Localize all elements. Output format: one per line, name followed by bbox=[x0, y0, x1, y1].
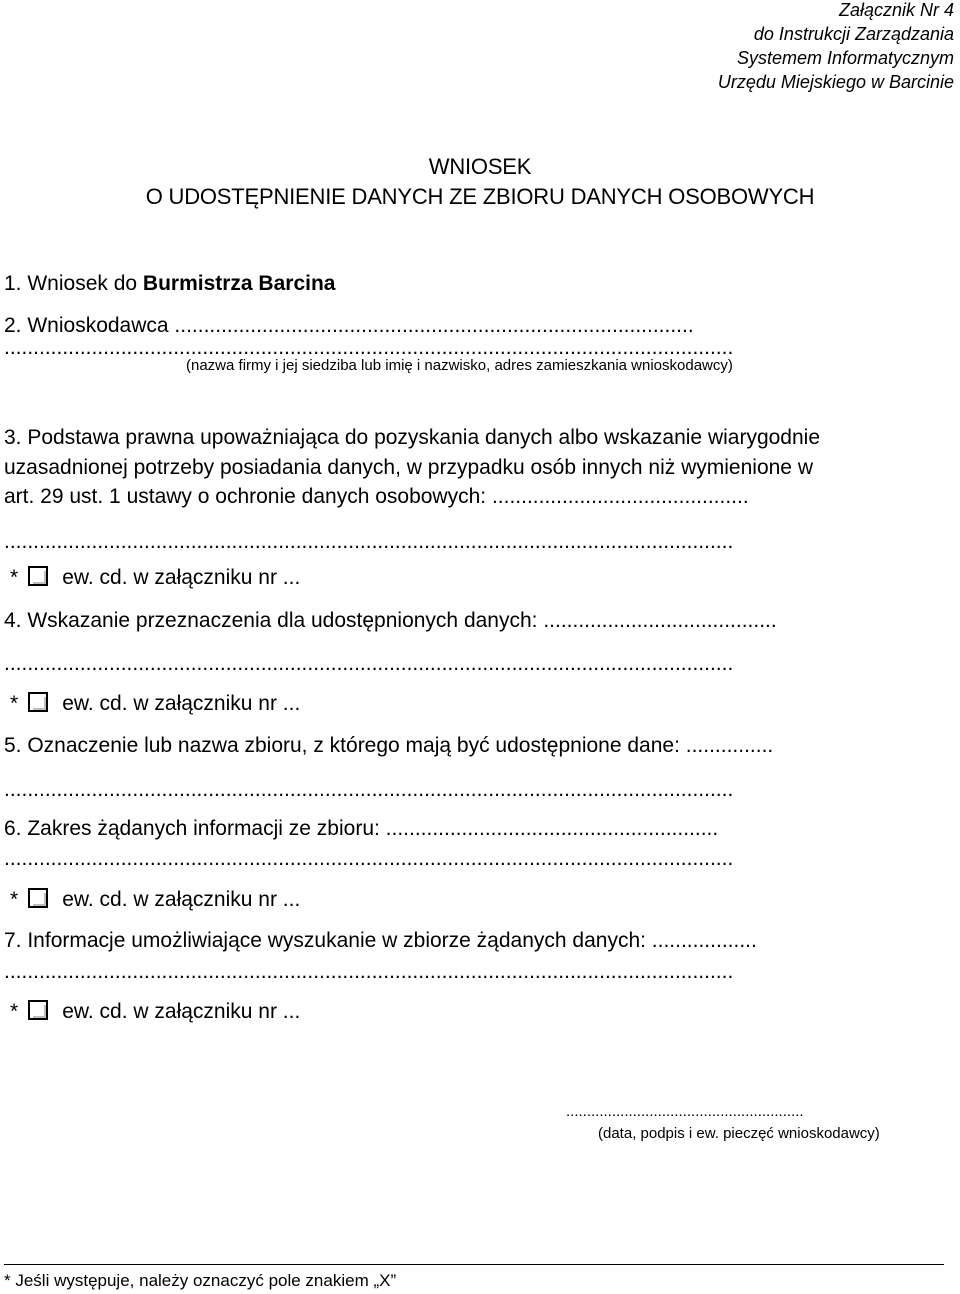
item-2-applicant[interactable]: 2. Wnioskodawca ......................................................................................... bbox=[4, 314, 694, 337]
footnote: * Jeśli występuje, należy oznaczyć pole znakiem „X” bbox=[4, 1271, 397, 1290]
checkbox-3[interactable] bbox=[28, 566, 48, 586]
asterisk-mark: * bbox=[10, 692, 19, 715]
item-3-attachment-row bbox=[4, 566, 300, 590]
item-4-continuation[interactable]: ............................................................................................................................. bbox=[4, 652, 734, 675]
system-ref: Systemem Informatycznym bbox=[736, 48, 954, 68]
attachment-label: ew. cd. w załączniku nr ... bbox=[62, 888, 301, 911]
document-title: WNIOSEK bbox=[428, 154, 532, 179]
item-4[interactable]: 4. Wskazanie przeznaczenia dla udostępnionych danych: ........................................ bbox=[4, 609, 777, 632]
item-7-continuation[interactable]: ............................................................................................................................. bbox=[4, 960, 734, 983]
instruction-ref: do Instrukcji Zarządzania bbox=[753, 24, 954, 44]
item-4-attachment-row bbox=[4, 692, 300, 716]
item-1-prefix: 1. Wniosek do bbox=[4, 272, 143, 295]
item-3-line-1: 3. Podstawa prawna upoważniająca do pozyskania danych albo wskazanie wiarygodnie bbox=[4, 426, 821, 449]
item-7-attachment-row bbox=[4, 1000, 300, 1024]
item-1 bbox=[4, 272, 335, 296]
item-3-line-3[interactable]: art. 29 ust. 1 ustawy o ochronie danych osobowych: ............................................ bbox=[4, 485, 749, 508]
asterisk-mark: * bbox=[10, 888, 19, 911]
attachment-number: Załącznik Nr 4 bbox=[838, 0, 954, 20]
document-subtitle: O UDOSTĘPNIENIE DANYCH ZE ZBIORU DANYCH OSOBOWYCH bbox=[145, 184, 815, 209]
item-1-addressee: Burmistrza Barcina bbox=[142, 272, 336, 295]
asterisk-mark: * bbox=[10, 566, 19, 589]
asterisk-mark: * bbox=[10, 1000, 19, 1023]
item-5[interactable]: 5. Oznaczenie lub nazwa zbioru, z którego mają być udostępnione dane: ............... bbox=[4, 734, 774, 757]
checkbox-7[interactable] bbox=[28, 1000, 48, 1020]
item-6-continuation[interactable]: ............................................................................................................................. bbox=[4, 847, 734, 870]
item-6[interactable]: 6. Zakres żądanych informacji ze zbioru: ......................................................... bbox=[4, 817, 719, 840]
item-7[interactable]: 7. Informacje umożliwiające wyszukanie w zbiorze żądanych danych: .................. bbox=[4, 929, 757, 952]
signature-caption: (data, podpis i ew. pieczęć wnioskodawcy) bbox=[598, 1125, 880, 1142]
item-5-continuation[interactable]: ............................................................................................................................. bbox=[4, 778, 734, 801]
signature-line[interactable]: ......................................................... bbox=[566, 1103, 804, 1120]
attachment-label: ew. cd. w załączniku nr ... bbox=[62, 1000, 301, 1023]
footnote-divider bbox=[4, 1264, 944, 1265]
attachment-label: ew. cd. w załączniku nr ... bbox=[62, 566, 301, 589]
item-2-continuation[interactable]: ............................................................................................................................. bbox=[4, 336, 734, 359]
checkbox-4[interactable] bbox=[28, 692, 48, 712]
office-ref: Urzędu Miejskiego w Barcinie bbox=[717, 72, 954, 92]
checkbox-6[interactable] bbox=[28, 888, 48, 908]
item-3-line-2: uzasadnionej potrzeby posiadania danych, w przypadku osób innych niż wymienione w bbox=[4, 456, 813, 479]
item-2-note: (nazwa firmy i jej siedziba lub imię i nazwisko, adres zamieszkania wnioskodawcy) bbox=[186, 357, 733, 374]
item-3-continuation[interactable]: ............................................................................................................................. bbox=[4, 530, 734, 553]
item-6-attachment-row bbox=[4, 888, 300, 912]
attachment-label: ew. cd. w załączniku nr ... bbox=[62, 692, 301, 715]
